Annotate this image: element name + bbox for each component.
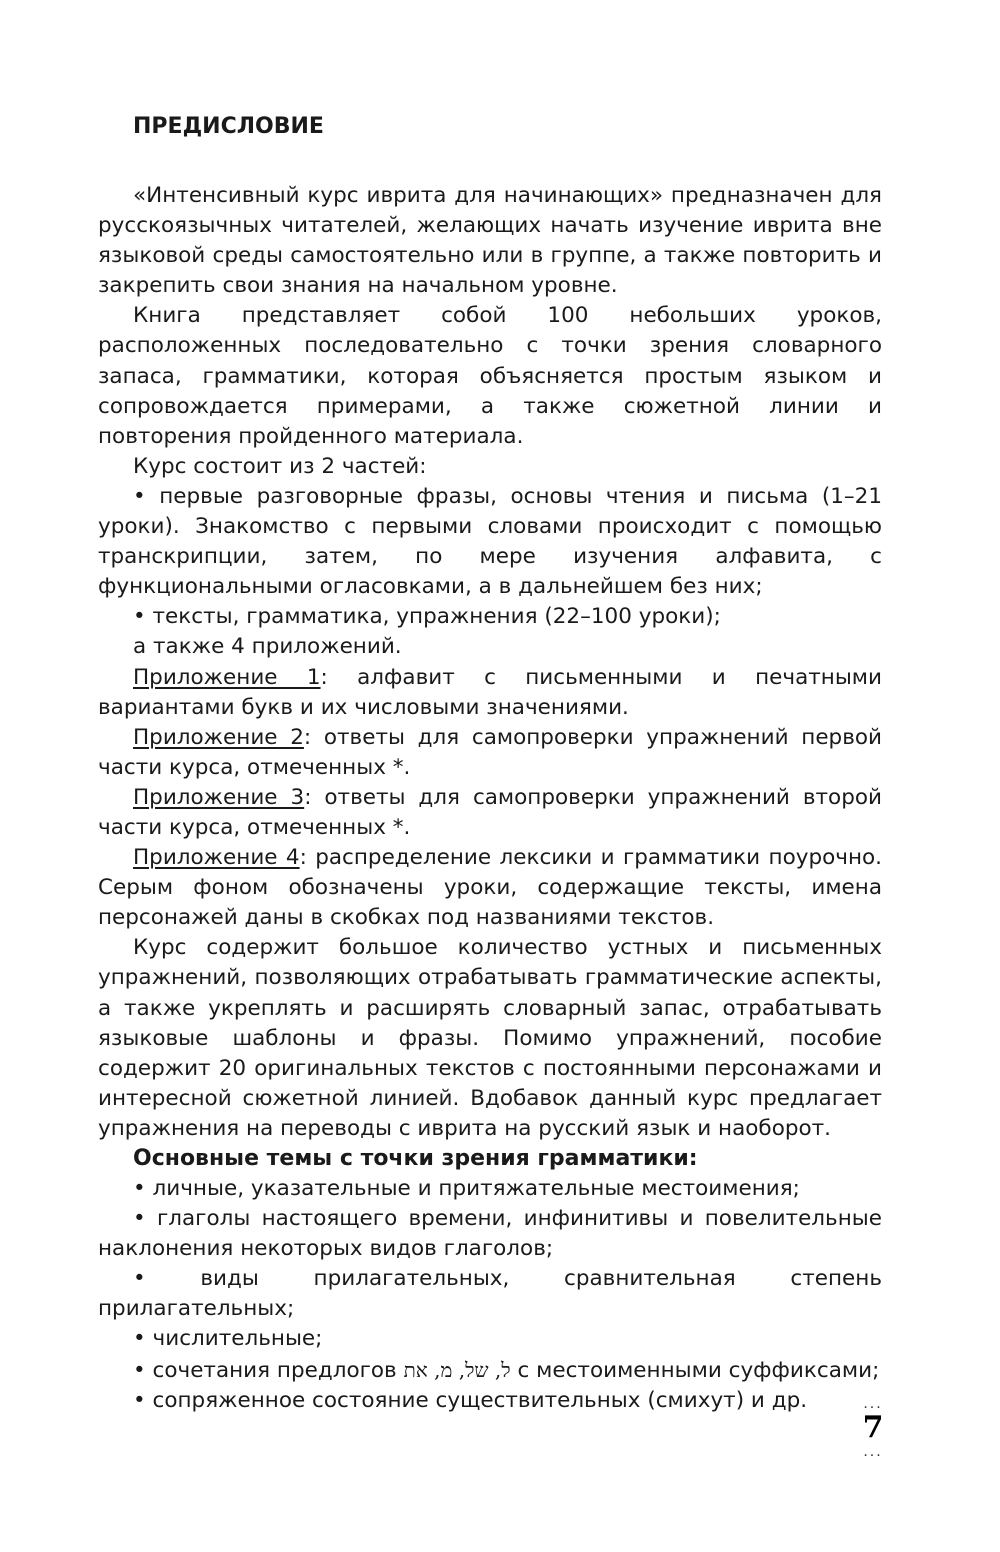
grammar-topic-item: • личные, указательные и притяжательные местоимения; — [133, 1176, 800, 1201]
page-number: 7 — [862, 1410, 884, 1445]
page-number-dots-bottom: ... — [863, 1444, 883, 1460]
paragraph-appendix-3 — [98, 783, 882, 843]
hebrew-prepositions: ל, של, מ, את — [403, 1357, 511, 1382]
grammar-topic-item: • виды прилагательных, сравнительная степень прилагательных; — [98, 1266, 882, 1322]
appendix-1-label: Приложение 1 — [133, 664, 321, 690]
page-number-block — [858, 1398, 888, 1458]
paragraph-appendix-2 — [98, 723, 882, 783]
paragraph-intro: «Интенсивный курс иврита для начинающих» предназначен для русскоязычных читателей, желающих начать изучение иврита вне языковой среды самостоятельно или в группе, а также повторить и закрепить свои знания на начальном уровне. — [98, 183, 882, 299]
grammar-topic-item: • глаголы настоящего времени, инфинитивы и повелительные наклонения некоторых видов глаголов; — [98, 1206, 882, 1262]
grammar-topic-item: • сопряженное состояние существительных (смихут) и др. — [133, 1387, 808, 1413]
grammar-topic-item-prepositions — [98, 1355, 882, 1386]
appendix-3-label: Приложение 3 — [133, 784, 305, 810]
appendix-2-label: Приложение 2 — [133, 724, 304, 750]
grammar-topic-item: • числительные; — [133, 1326, 323, 1352]
paragraph-appendix-1 — [98, 663, 882, 723]
list-item-part-one: • первые разговорные фразы, основы чтения и письма (1–21 уроки). Знакомство с первыми словами происходит с помощью транскрипции, затем, по мере изучения алфавита, с функциональными огласовками, а в дальнейшем без них; — [98, 483, 882, 600]
appendix-4-text: : распределение лексики и грамматики поурочно. Серым фоном обозначены уроки, содержащие тексты, имена персонажей даны в скобках под названиями текстов. — [98, 845, 882, 931]
list-item-part-two: • тексты, грамматика, упражнения (22–100 уроки); — [133, 604, 721, 630]
appendix-2-text: : ответы для самопроверки упражнений первой части курса, отмеченных *. — [98, 724, 882, 780]
paragraph-book-structure: Книга представляет собой 100 небольших уроков, расположенных последовательно с точки зрения словарного запаса, грамматики, которая объясняется простым языком и сопровождается примерами, а также сюжетной линии и повторения пройденного материала. — [98, 303, 882, 449]
appendix-3-text: : ответы для самопроверки упражнений второй части курса, отмеченных *. — [98, 784, 882, 840]
page-title: ПРЕДИСЛОВИЕ — [133, 114, 324, 139]
prepositions-text-before: • сочетания предлогов — [133, 1357, 404, 1383]
appendix-1-text: : алфавит с письменными и печатными вариантами букв и их числовыми значениями. — [98, 664, 882, 720]
appendix-4-label: Приложение 4 — [133, 845, 300, 871]
grammar-topics-title: Основные темы с точки зрения грамматики: — [133, 1146, 698, 1171]
paragraph-course-parts: Курс состоит из 2 частей: — [133, 453, 427, 479]
grammar-topics-section — [98, 1144, 882, 1416]
prepositions-text-after: с местоименными суффиксами; — [510, 1357, 880, 1383]
paragraph-appendices-count: а также 4 приложений. — [133, 634, 402, 660]
paragraph-appendix-4 — [98, 843, 882, 933]
preface-body — [98, 181, 882, 1144]
paragraph-course-content: Курс содержит большое количество устных и письменных упражнений, позволяющих отрабатывать грамматические аспекты, а также укреплять и расширять словарный запас, отрабатывать языковые шаблоны и фразы. Помимо упражнений, пособие содержит 20 оригинальных текстов с постоянными персонажами и интересной сюжетной линией. Вдобавок данный курс предлагает упражнения на переводы с иврита на русский язык и наоборот. — [98, 935, 882, 1141]
page-number-dots-top: ... — [863, 1396, 883, 1412]
